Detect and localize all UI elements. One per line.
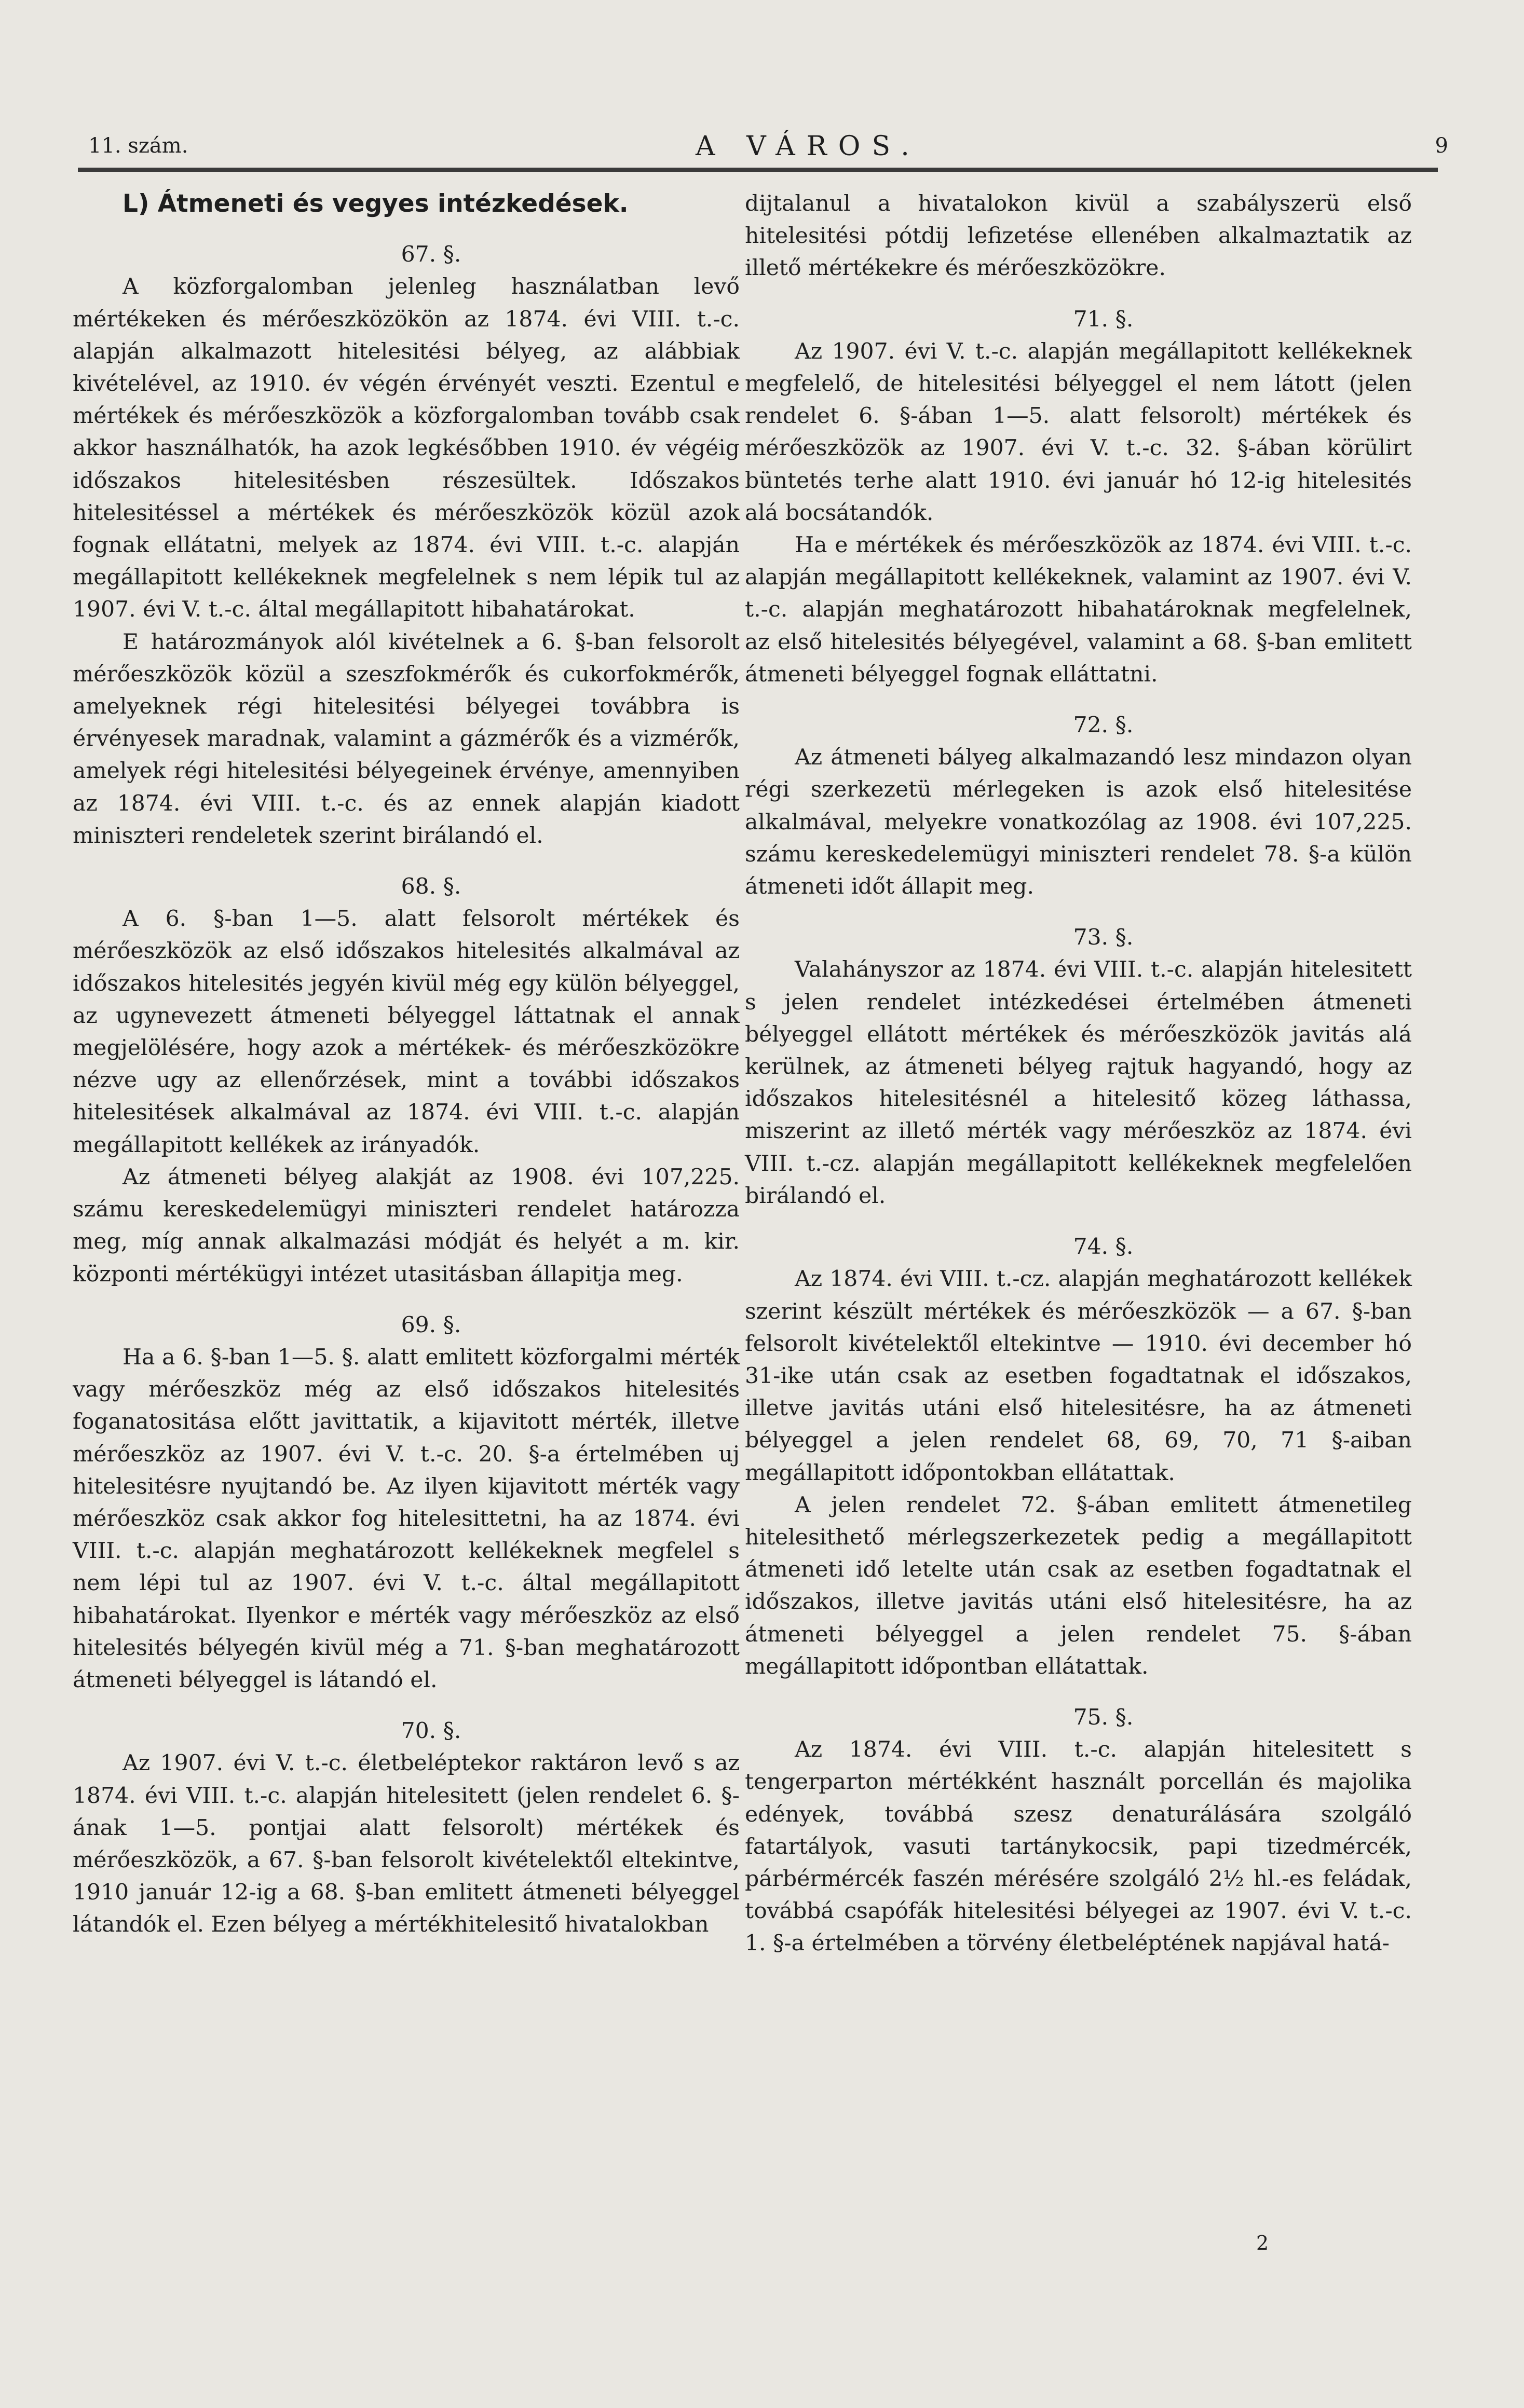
section-gap bbox=[745, 1683, 1412, 1702]
paragraph: dijtalanul a hivatalokon kivül a szabályszerü első hitelesitési pótdij lefizetése ellenében alkalmaztatik az illető mértékekre és mérőeszközökre. bbox=[745, 191, 1412, 281]
paragraph: A jelen rendelet 72. §-ában emlitett átmenetileg hitelesithető mérlegszerkezetek pedig a megállapitott átmeneti idő letelte után csak az esetben fogadtatnak el időszakos, illetve javitás utáni első hitelesitésre, ha az átmeneti bélyeggel a jelen rendelet 75. §-ában megállapitott időpontban ellátattak. bbox=[745, 1492, 1412, 1679]
printer-signature: 2 bbox=[1256, 2232, 1269, 2254]
paragraph-number: 74. §. bbox=[1073, 1234, 1134, 1260]
paragraph-number: 69. §. bbox=[401, 1312, 461, 1338]
paragraph: Ha a 6. §-ban 1—5. §. alatt emlitett közforgalmi mérték vagy mérőeszköz még az első időszakos hitelesités foganatositása előtt javittatik, a kijavitott mérték, illetve mérőeszköz az 1907. évi V. t.-c. 20. §-a értelmében uj hitelesitésre nyujtandó be. Az ilyen kijavitott mérték vagy mérőeszköz csak akkor fog hitelesittetni, ha az 1874. évi VIII. t.-c. alapján meghatározott kellékeknek megfelel s nem lépi tul az 1907. évi V. t.-c. által megállapitott hibahatárokat. Ilyenkor e mérték vagy mérőeszköz az első hitelesités bélyegén kivül még a 71. §-ban meghatározott átmeneti bélyeggel is látandó el. bbox=[73, 1344, 740, 1693]
paragraph: Az 1907. évi V. t.-c. alapján megállapitott kellékeknek megfelelő, de hitelesitési bélyeggel el nem látott (jelen rendelet 6. §-ában 1—5. alatt felsorolt) mértékek és mérőeszközök az 1907. évi V. t.-c. 32. §-ában körülirt büntetés terhe alatt 1910. évi január hó 12-ig hitelesités alá bocsátandók. bbox=[745, 338, 1412, 526]
section-gap bbox=[745, 903, 1412, 922]
paragraph: Az átmeneti bélyeg alakját az 1908. évi 107,225. számu kereskedelemügyi miniszteri rendelet határozza meg, míg annak alkalmazási módját és helyét a m. kir. központi mértékügyi intézet utasitásban állapitja meg. bbox=[73, 1164, 740, 1287]
paragraph: Az 1874. évi VIII. t.-cz. alapján meghatározott kellékek szerint készült mértékek és mérőeszközök — a 67. §-ban felsorolt kivételektől eltekintve — 1910. évi december hó 31-ike után csak az esetben fogadtatnak el időszakos, illetve javitás utáni első hitelesitésre, ha az átmeneti bélyeggel a jelen rendelet 68, 69, 70, 71 §-aiban megállapitott időpontokban ellátattak. bbox=[745, 1266, 1412, 1486]
section-gap bbox=[73, 1696, 740, 1715]
paragraph-number: 73. §. bbox=[1073, 925, 1134, 951]
paragraph: Az 1874. évi VIII. t.-c. alapján hitelesitett s tengerparton mértékként használt porcellán és majolika edények, továbbá szesz denaturálására szolgáló fatartályok, vasuti tartánykocsik, papi tizedmércék, párbérmércék faszén mérésére szolgáló 2½ hl.-es feládak, továbbá csapófák hitelesitési bélyegei az 1907. évi V. t.-c. 1. §-a értelmében a törvény életbeléptének napjával hatá- bbox=[745, 1737, 1412, 1956]
section-title: L) Átmeneti és vegyes intézkedések. bbox=[123, 189, 629, 218]
paragraph-number: 71. §. bbox=[1073, 306, 1134, 332]
section-gap bbox=[745, 691, 1412, 709]
section-gap bbox=[73, 1291, 740, 1309]
paragraph-number: 67. §. bbox=[401, 242, 461, 268]
section-gap bbox=[745, 285, 1412, 304]
page-number: 9 bbox=[1435, 134, 1448, 158]
paragraph: Az 1907. évi V. t.-c. életbeléptekor raktáron levő s az 1874. évi VIII. t.-c. alapján hitelesitett (jelen rendelet 6. §-ának 1—5. pontjai alatt felsorolt) mértékek és mérőeszközök, a 67. §-ban felsorolt kivételektől eltekintve, 1910 január 12-ig a 68. §-ban emlitett átmeneti bélyeggel látandók el. Ezen bélyeg a mértékhitelesitő hivatalokban bbox=[73, 1750, 740, 1938]
header-rule bbox=[78, 168, 1438, 172]
left-column bbox=[73, 188, 740, 1941]
paragraph: E határozmányok alól kivételnek a 6. §-ban felsorolt mérőeszközök közül a szeszfokmérők és cukorfokmérők, amelyeknek régi hitelesitési bélyegei továbbra is érvényesek maradnak, valamint a gázmérők és a vizmérők, amelyek régi hitelesitési bélyegeinek érvénye, amennyiben az 1874. évi VIII. t.-c. és az ennek alapján kiadott miniszteri rendeletek szerint birálandó el. bbox=[73, 629, 740, 849]
newspaper-title: A VÁROS. bbox=[696, 131, 921, 162]
paragraph-number: 75. §. bbox=[1073, 1704, 1134, 1730]
paragraph: Valahányszor az 1874. évi VIII. t.-c. alapján hitelesitett s jelen rendelet intézkedései értelmében átmeneti bélyeggel ellátott mértékek és mérőeszközök javitás alá kerülnek, az átmeneti bélyeg rajtuk hagyandó, hogy az időszakos hitelesitésnél a hitelesitő közeg láthassa, miszerint az illető mérték vagy mérőeszköz az 1874. évi VIII. t.-cz. alapján megállapitott kellékeknek megfelelően birálandó el. bbox=[745, 957, 1412, 1209]
paragraph-number: 70. §. bbox=[401, 1718, 461, 1744]
section-gap bbox=[73, 220, 740, 239]
paragraph-number: 72. §. bbox=[1073, 713, 1134, 738]
paragraph: A közforgalomban jelenleg használatban levő mértékeken és mérőeszközökön az 1874. évi VIII. t.-c. alapján alkalmazott hitelesitési bélyeg, az alábbiak kivételével, az 1910. év végén érvényét veszti. Ezentul e mértékek és mérőeszközök a közforgalomban tovább csak akkor használhatók, ha azok legkésőbben 1910. év végéig időszakos hitelesitésben részesültek. Időszakos hitelesitéssel a mértékek és mérőeszközök közül azok fognak ellátatni, melyek az 1874. évi VIII. t.-c. alapján megállapitott kellékeknek megfelelnek s nem lépik tul az 1907. évi V. t.-c. által megállapitott hibahatárokat. bbox=[73, 274, 740, 623]
section-gap bbox=[745, 1212, 1412, 1231]
paragraph: Az átmeneti bályeg alkalmazandó lesz mindazon olyan régi szerkezetü mérlegeken is azok első hitelesitése alkalmával, melyekre vonatkozólag az 1908. évi 107,225. számu kereskedelemügyi miniszteri rendelet 78. §-a külön átmeneti időt állapit meg. bbox=[745, 745, 1412, 900]
issue-number: 11. szám. bbox=[88, 134, 188, 158]
paragraph: A 6. §-ban 1—5. alatt felsorolt mértékek és mérőeszközök az első időszakos hitelesités alkalmával az időszakos hitelesités jegyén kivül még egy külön bélyeggel, az ugynevezett átmeneti bélyeggel láttatnak el annak megjelölésére, hogy azok a mértékek- és mérőeszközökre nézve ugy az ellenőrzések, mint a további időszakos hitelesitések alkalmával az 1874. évi VIII. t.-c. alapján megállapitott kellékek az irányadók. bbox=[73, 906, 740, 1158]
page-header bbox=[67, 131, 1448, 165]
right-column bbox=[745, 188, 1412, 1960]
paragraph-number: 68. §. bbox=[401, 874, 461, 900]
section-gap bbox=[73, 852, 740, 871]
paragraph: Ha e mértékek és mérőeszközök az 1874. évi VIII. t.-c. alapján megállapitott kellékeknek, valamint az 1907. évi V. t.-c. alapján meghatározott hibahatároknak megfelelnek, az első hitelesités bélyegével, valamint a 68. §-ban emlitett átmeneti bélyeggel fognak elláttatni. bbox=[745, 532, 1412, 687]
